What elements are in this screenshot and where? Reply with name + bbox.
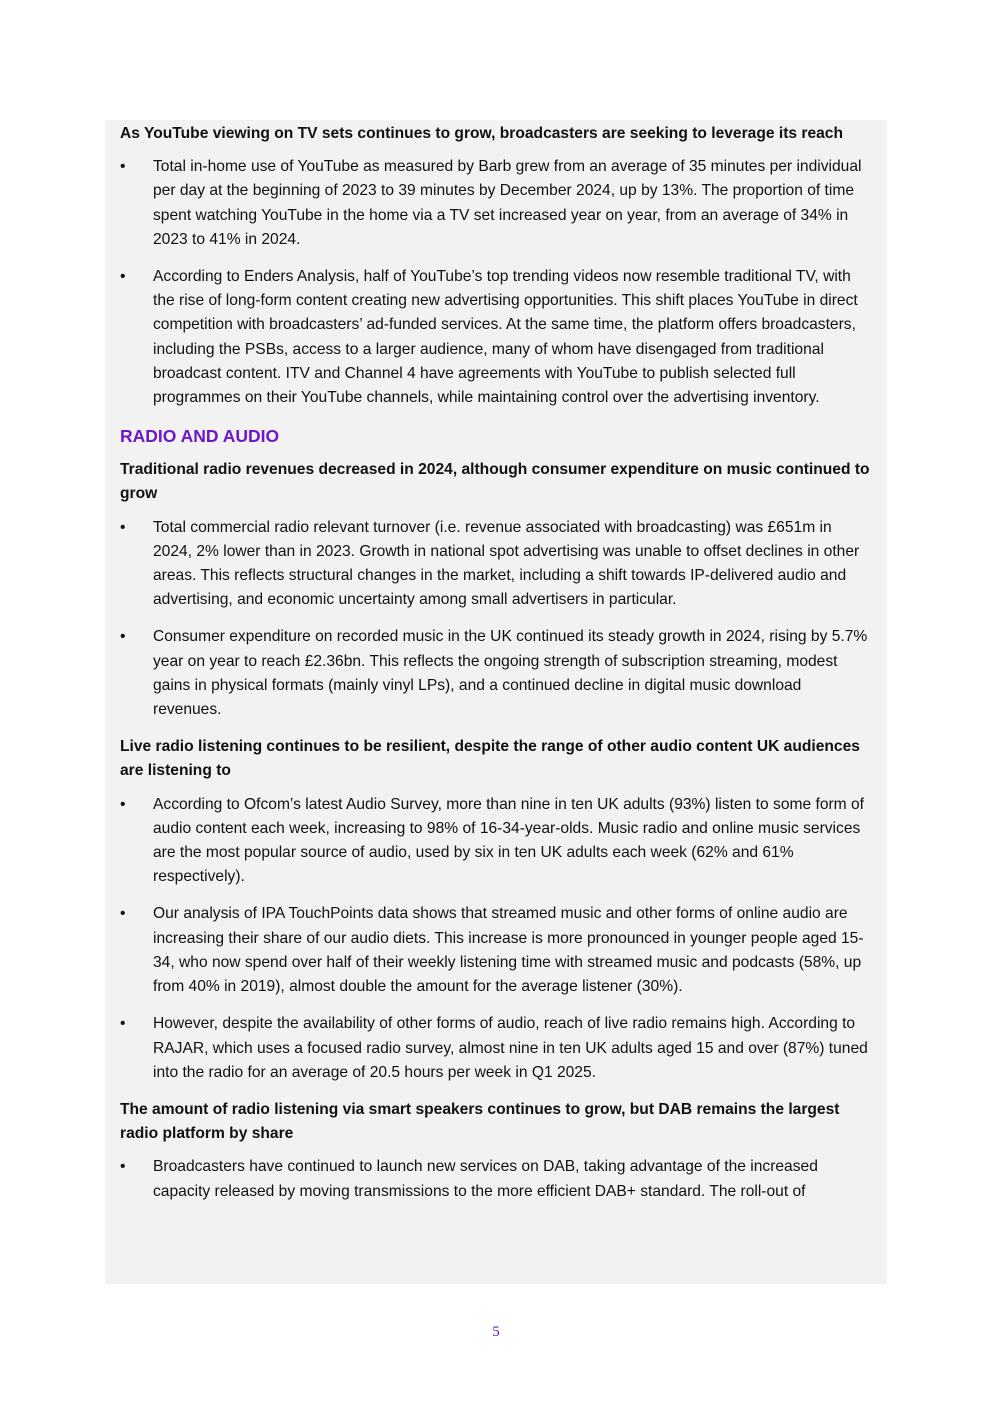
- bullet-marker: •: [120, 1158, 126, 1176]
- list-item: [120, 155, 872, 252]
- summary-panel: [105, 120, 887, 1284]
- bullet-list-radio-revenues: [120, 516, 872, 723]
- bullet-marker: •: [120, 905, 126, 923]
- bullet-text: Consumer expenditure on recorded music in the UK continued its steady growth in 2024, rising by 5.7% year on year to reach £2.36bn. This reflects the ongoing strength of subscription streaming, modest gains in physical formats (mainly vinyl LPs), and a continued decline in digital music download revenues.: [153, 628, 868, 719]
- list-item: [120, 793, 872, 890]
- section-heading-radio-revenues: Traditional radio revenues decreased in 2024, although consumer expenditure on music continued to grow: [120, 461, 870, 503]
- section-heading-youtube: As YouTube viewing on TV sets continues to grow, broadcasters are seeking to leverage its reach: [120, 125, 844, 142]
- section-title-radio-audio: RADIO AND AUDIO: [120, 426, 280, 447]
- bullet-marker: •: [120, 795, 126, 813]
- list-item: [120, 902, 872, 999]
- list-item: [120, 516, 872, 613]
- bullet-marker: •: [120, 518, 126, 536]
- bullet-text: Broadcasters have continued to launch new services on DAB, taking advantage of the increased capacity released by moving transmissions to the more efficient DAB+ standard. The roll-out of: [153, 1158, 818, 1200]
- bullet-text: Total in-home use of YouTube as measured by Barb grew from an average of 35 minutes per individual per day at the beginning of 2023 to 39 minutes by December 2024, up by 13%. The proportion of time spent watching YouTube in the home via a TV set increased year on year, from an average of 34% in 2023 to 41% in 2024.: [153, 158, 862, 248]
- bullet-marker: •: [120, 158, 126, 176]
- bullet-list-smart-speakers: [120, 1155, 872, 1203]
- list-item: [120, 1155, 872, 1203]
- summary-content: [105, 120, 887, 1204]
- bullet-marker: •: [120, 268, 126, 286]
- bullet-list-live-radio: [120, 793, 872, 1085]
- bullet-text: However, despite the availability of other forms of audio, reach of live radio remains high. According to RAJAR, which uses a focused radio survey, almost nine in ten UK adults aged 15 and over (87%) tuned into the radio for an average of 20.5 hours per week in Q1 2025.: [153, 1015, 868, 1081]
- section-heading-smart-speakers: The amount of radio listening via smart speakers continues to grow, but DAB remains the largest radio platform by share: [120, 1100, 840, 1143]
- bullet-marker: •: [120, 628, 126, 646]
- bullet-text: Total commercial radio relevant turnover (i.e. revenue associated with broadcasting) was £651m in 2024, 2% lower than in 2023. Growth in national spot advertising was unable to offset declines in other areas. This reflects structural changes in the market, including a shift towards IP-delivered audio and advertising, and economic uncertainty among small advertisers in particular.: [153, 518, 860, 609]
- list-item: [120, 265, 872, 410]
- bullet-text: According to Enders Analysis, half of YouTube’s top trending videos now resemble traditional TV, with the rise of long-form content creating new advertising opportunities. This shift places YouTube in direct competition with broadcasters’ ad-funded services. At the same time, the platform offers broadcasters, including the PSBs, access to a larger audience, many of whom have disengaged from traditional broadcast content. ITV and Channel 4 have agreements with YouTube to publish selected full programmes on their YouTube channels, while maintaining control over the advertising inventory.: [153, 268, 858, 407]
- bullet-list-youtube: [120, 155, 872, 410]
- list-item: [120, 625, 872, 722]
- section-heading-live-radio: Live radio listening continues to be resilient, despite the range of other audio content UK audiences are listening to: [120, 738, 860, 780]
- page-number: 5: [492, 1324, 500, 1340]
- bullet-text: Our analysis of IPA TouchPoints data shows that streamed music and other forms of online audio are increasing their share of our audio diets. This increase is more pronounced in younger people aged 15-34, who now spend over half of their weekly listening time with streamed music and podcasts (58%, up from 40% in 2019), almost double the amount for the average listener (30%).: [153, 905, 864, 996]
- bullet-marker: •: [120, 1015, 126, 1033]
- bullet-text: According to Ofcom’s latest Audio Survey, more than nine in ten UK adults (93%) listen to some form of audio content each week, increasing to 98% of 16-34-year-olds. Music radio and online music services are the most popular source of audio, used by six in ten UK adults each week (62% and 61% respectively).: [153, 795, 865, 886]
- list-item: [120, 1012, 872, 1085]
